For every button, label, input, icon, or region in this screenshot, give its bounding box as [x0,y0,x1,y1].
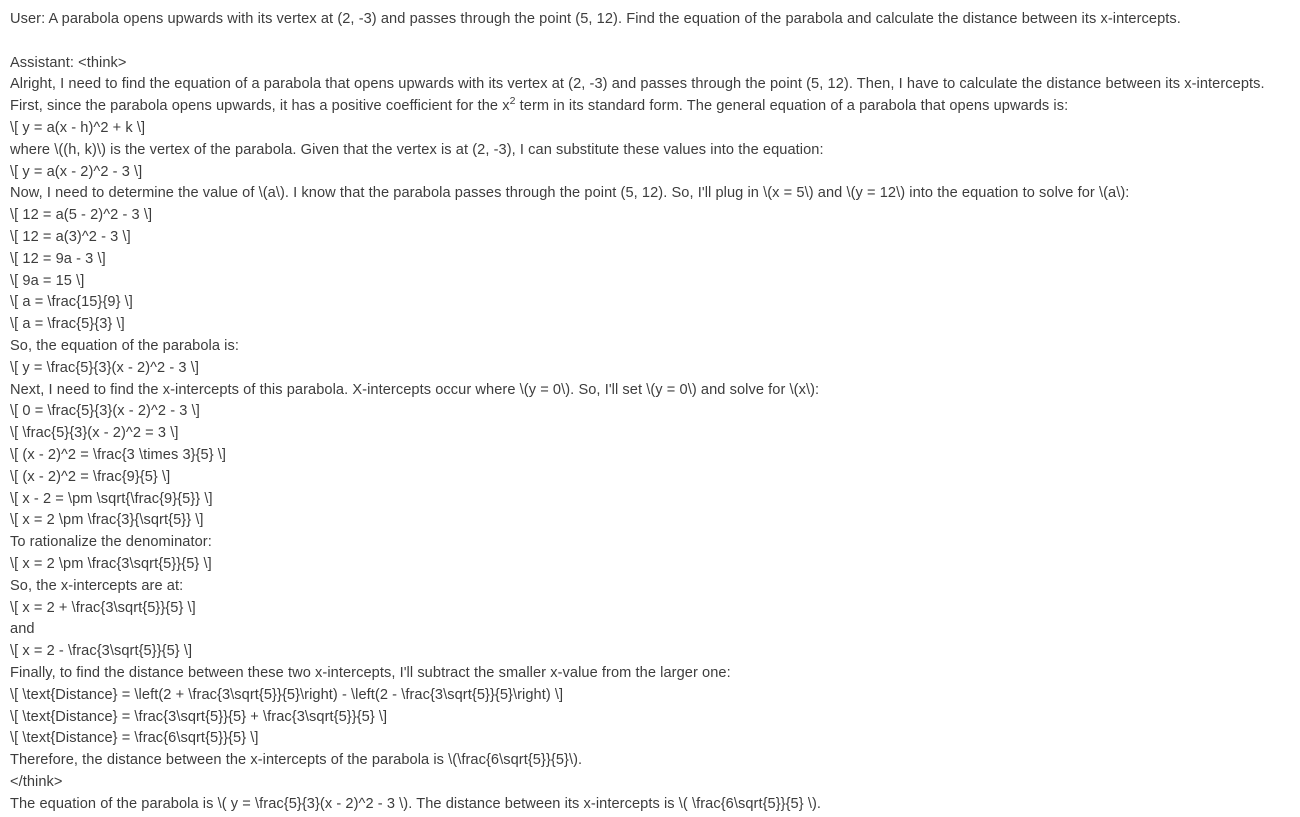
text-line-math-19: \[ \text{Distance} = \left(2 + \frac{3\sqrt{5}}{5}\right) - \left(2 - \frac{3\sqrt{5}}{5}\right) \] [10,686,564,703]
text-line-math-2: \[ y = a(x - 2)^2 - 3 \] [10,163,143,180]
text-line-math-14: \[ x - 2 = \pm \sqrt{\frac{9}{5}} \] [10,490,213,507]
text-line-reason-3: where \((h, k)\) is the vertex of the parabola. Given that the vertex is at (2, -3), I can substitute these values into the equation: [10,141,824,158]
text-line-math-1: \[ y = a(x - h)^2 + k \] [10,119,146,136]
text-line-math-5: \[ 12 = 9a - 3 \] [10,250,106,267]
text-line-assistant-think-close: </think> [10,773,63,790]
text-line-spacer-1 [10,31,1290,53]
text-line-reason-5: So, the equation of the parabola is: [10,337,239,354]
text-line-reason-6: Next, I need to find the x-intercepts of this parabola. X-intercepts occur where \(y = 0\). So, I'll set \(y = 0\) and solve for \(x\): [10,381,820,398]
text-line-reason-10: Therefore, the distance between the x-intercepts of the parabola is \(\frac{6\sqrt{5}}{5}\). [10,752,583,769]
text-line-reason-9: Finally, to find the distance between these two x-intercepts, I'll subtract the smaller x-value from the larger one: [10,664,731,681]
text-line-math-8: \[ a = \frac{5}{3} \] [10,316,125,333]
text-line-reason-1: Alright, I need to find the equation of a parabola that opens upwards with its vertex at (2, -3) and passes through the point (5, 12). Then, I have to calculate the distance between its x-intercepts. [10,76,1265,93]
text-line-math-11: \[ \frac{5}{3}(x - 2)^2 = 3 \] [10,425,179,442]
text-line-math-12: \[ (x - 2)^2 = \frac{3 \times 3}{5} \] [10,446,227,463]
text-line-math-9: \[ y = \frac{5}{3}(x - 2)^2 - 3 \] [10,359,200,376]
text-line-math-21: \[ \text{Distance} = \frac{6\sqrt{5}}{5} \] [10,730,259,747]
text-line-math-15: \[ x = 2 \pm \frac{3}{\sqrt{5}} \] [10,512,204,529]
text-line-math-3: \[ 12 = a(5 - 2)^2 - 3 \] [10,207,153,224]
text-line-math-13: \[ (x - 2)^2 = \frac{9}{5} \] [10,468,171,485]
text-line-assistant-think-open: Assistant: <think> [10,54,127,71]
text-line-math-18: \[ x = 2 - \frac{3\sqrt{5}}{5} \] [10,643,193,660]
text-line-conjunction: and [10,621,35,638]
text-line-math-17: \[ x = 2 + \frac{3\sqrt{5}}{5} \] [10,599,196,616]
text-line-math-20: \[ \text{Distance} = \frac{3\sqrt{5}}{5} + \frac{3\sqrt{5}}{5} \] [10,708,388,725]
text-line-reason-4: Now, I need to determine the value of \(a\). I know that the parabola passes through the point (5, 12). So, I'll plug in \(x = 5\) and \(y = 12\) into the equation to solve for \(a\): [10,185,1130,202]
text-line-math-7: \[ a = \frac{15}{9} \] [10,294,133,311]
text-line-math-10: \[ 0 = \frac{5}{3}(x - 2)^2 - 3 \] [10,403,200,420]
text-line-reason-2: First, since the parabola opens upwards, it has a positive coefficient for the $x^2$ term in its standard form. The general equation of a parabola that opens upwards is: [10,95,1069,115]
text-line-user-turn: User: A parabola opens upwards with its vertex at (2, -3) and passes through the point (5, 12). Find the equation of the parabola and calculate the distance between its x-intercepts. [10,11,1181,27]
text-line-math-16: \[ x = 2 \pm \frac{3\sqrt{5}}{5} \] [10,555,212,572]
text-line-reason-8: So, the x-intercepts are at: [10,577,184,594]
text-line-math-4: \[ 12 = a(3)^2 - 3 \] [10,228,131,245]
text-line-reason-7: To rationalize the denominator: [10,534,212,551]
text-line-final-answer: The equation of the parabola is \( y = \frac{5}{3}(x - 2)^2 - 3 \). The distance between its x-intercepts is \( \frac{6\sqrt{5}}{5} \). [10,795,822,812]
text-line-math-6: \[ 9a = 15 \] [10,272,85,289]
